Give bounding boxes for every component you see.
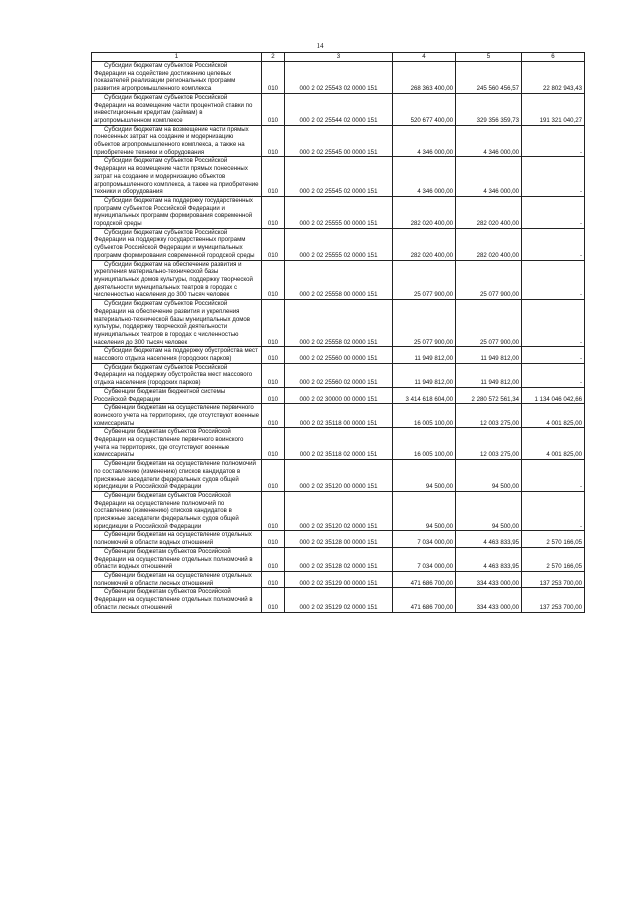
indicator-name: Субсидии бюджетам субъектов Российской Федерации на возмещение части прямых понесенных затрат на создание и модернизацию объектов агропромышленного комплекса, а также на приобретение техники и оборудования [92, 157, 262, 197]
line-code: 010 [262, 404, 285, 428]
line-code: 010 [262, 491, 285, 531]
approved-amount: 4 346 000,00 [393, 157, 456, 197]
table-row [92, 62, 585, 94]
table-row [92, 347, 585, 363]
indicator-name: Субсидии бюджетам на поддержку государственных программ субъектов Российской Федерации и муниципальных программ формирования современной городской среды [92, 196, 262, 228]
table-row [92, 300, 585, 347]
table-row [92, 125, 585, 157]
approved-amount: 11 949 812,00 [393, 347, 456, 363]
budget-execution-table [91, 52, 585, 613]
unexecuted-amount: - [522, 491, 585, 531]
budget-classification-code: 000 2 02 25544 02 0000 151 [285, 93, 393, 125]
unexecuted-amount: - [522, 228, 585, 260]
budget-classification-code: 000 2 02 35120 00 0000 151 [285, 460, 393, 492]
indicator-name: Субсидии бюджетам субъектов Российской Федерации на поддержку государственных программ субъектов Российской Федерации и муниципальных программ формирования современной городской среды [92, 228, 262, 260]
indicator-name: Субсидии бюджетам субъектов Российской Федерации на обеспечение развития и укрепления материально-технической базы муниципальных домов культуры, поддержку творческой деятельности муниципальных театров в городах с численностью населения до 300 тысяч человек [92, 300, 262, 347]
budget-classification-code: 000 2 02 35128 00 0000 151 [285, 531, 393, 547]
budget-classification-code: 000 2 02 25555 02 0000 151 [285, 228, 393, 260]
approved-amount: 282 020 400,00 [393, 196, 456, 228]
executed-amount: 25 077 900,00 [456, 260, 522, 300]
executed-amount: 94 500,00 [456, 491, 522, 531]
approved-amount: 520 677 400,00 [393, 93, 456, 125]
line-code: 010 [262, 93, 285, 125]
table-row [92, 547, 585, 571]
budget-classification-code: 000 2 02 25543 02 0000 151 [285, 62, 393, 94]
budget-classification-code: 000 2 02 35129 00 0000 151 [285, 572, 393, 588]
table-row [92, 491, 585, 531]
indicator-name: Субсидии бюджетам субъектов Российской Федерации на возмещение части процентной ставки по инвестиционным кредитам (займам) в агропромышленном комплексе [92, 93, 262, 125]
unexecuted-amount: - [522, 363, 585, 387]
unexecuted-amount: 4 001 825,00 [522, 428, 585, 460]
indicator-name: Субвенции бюджетам бюджетной системы Российской Федерации [92, 387, 262, 403]
table-row [92, 531, 585, 547]
line-code: 010 [262, 531, 285, 547]
approved-amount: 11 949 812,00 [393, 363, 456, 387]
unexecuted-amount: 137 253 700,00 [522, 572, 585, 588]
table-row [92, 363, 585, 387]
approved-amount: 94 500,00 [393, 460, 456, 492]
budget-classification-code: 000 2 02 25560 00 0000 151 [285, 347, 393, 363]
indicator-name: Субсидии бюджетам на обеспечение развития и укрепления материально-технической базы муниципальных домов культуры, поддержку творческой деятельности муниципальных театров в городах с численностью населения до 300 тысяч человек [92, 260, 262, 300]
indicator-name: Субвенции бюджетам субъектов Российской Федерации на осуществление отдельных полномочий в области водных отношений [92, 547, 262, 571]
unexecuted-amount: - [522, 260, 585, 300]
indicator-name: Субвенции бюджетам субъектов Российской Федерации на осуществление отдельных полномочий в области лесных отношений [92, 588, 262, 612]
budget-classification-code: 000 2 02 35118 00 0000 151 [285, 404, 393, 428]
line-code: 010 [262, 347, 285, 363]
unexecuted-amount: - [522, 196, 585, 228]
executed-amount: 334 433 000,00 [456, 572, 522, 588]
budget-classification-code: 000 2 02 35120 02 0000 151 [285, 491, 393, 531]
table-row [92, 196, 585, 228]
executed-amount: 12 003 275,00 [456, 404, 522, 428]
line-code: 010 [262, 300, 285, 347]
approved-amount: 7 034 000,00 [393, 531, 456, 547]
line-code: 010 [262, 588, 285, 612]
budget-classification-code: 000 2 02 35118 02 0000 151 [285, 428, 393, 460]
executed-amount: 329 356 359,73 [456, 93, 522, 125]
line-code: 010 [262, 428, 285, 460]
unexecuted-amount: 1 134 046 042,66 [522, 387, 585, 403]
table-row [92, 260, 585, 300]
column-header: 4 [393, 53, 456, 62]
unexecuted-amount: 137 253 700,00 [522, 588, 585, 612]
table-row [92, 404, 585, 428]
page-number: 14 [316, 42, 324, 50]
table-row [92, 428, 585, 460]
indicator-name: Субвенции бюджетам на осуществление первичного воинского учета на территориях, где отсутствуют военные комиссариаты [92, 404, 262, 428]
table-row [92, 157, 585, 197]
table-body [92, 62, 585, 613]
executed-amount: 282 020 400,00 [456, 228, 522, 260]
budget-classification-code: 000 2 02 25545 02 0000 151 [285, 157, 393, 197]
line-code: 010 [262, 228, 285, 260]
indicator-name: Субвенции бюджетам на осуществление отдельных полномочий в области водных отношений [92, 531, 262, 547]
budget-classification-code: 000 2 02 25558 02 0000 151 [285, 300, 393, 347]
approved-amount: 282 020 400,00 [393, 228, 456, 260]
executed-amount: 4 346 000,00 [456, 157, 522, 197]
approved-amount: 25 077 900,00 [393, 260, 456, 300]
unexecuted-amount: 22 802 943,43 [522, 62, 585, 94]
approved-amount: 16 005 100,00 [393, 428, 456, 460]
indicator-name: Субсидии бюджетам на поддержку обустройства мест массового отдыха населения (городских парков) [92, 347, 262, 363]
column-numbers-row [92, 53, 585, 62]
line-code: 010 [262, 125, 285, 157]
line-code: 010 [262, 460, 285, 492]
approved-amount: 25 077 900,00 [393, 300, 456, 347]
indicator-name: Субвенции бюджетам субъектов Российской Федерации на осуществление полномочий по составлению (изменению) списков кандидатов в присяжные заседатели федеральных судов общей юрисдикции в Российской Федерации [92, 491, 262, 531]
line-code: 010 [262, 363, 285, 387]
executed-amount: 4 463 833,95 [456, 547, 522, 571]
table-row [92, 228, 585, 260]
line-code: 010 [262, 547, 285, 571]
executed-amount: 11 949 812,00 [456, 363, 522, 387]
budget-classification-code: 000 2 02 25555 00 0000 151 [285, 196, 393, 228]
executed-amount: 11 949 812,00 [456, 347, 522, 363]
budget-classification-code: 000 2 02 25545 00 0000 151 [285, 125, 393, 157]
budget-classification-code: 000 2 02 25560 02 0000 151 [285, 363, 393, 387]
approved-amount: 3 414 618 604,00 [393, 387, 456, 403]
executed-amount: 2 280 572 561,34 [456, 387, 522, 403]
indicator-name: Субвенции бюджетам на осуществление отдельных полномочий в области лесных отношений [92, 572, 262, 588]
executed-amount: 4 463 833,95 [456, 531, 522, 547]
indicator-name: Субсидии бюджетам на возмещение части прямых понесенных затрат на создание и модернизацию объектов агропромышленного комплекса, а также на приобретение техники и оборудования [92, 125, 262, 157]
column-header: 1 [92, 53, 262, 62]
approved-amount: 7 034 000,00 [393, 547, 456, 571]
executed-amount: 4 346 000,00 [456, 125, 522, 157]
line-code: 010 [262, 387, 285, 403]
column-header: 5 [456, 53, 522, 62]
line-code: 010 [262, 157, 285, 197]
indicator-name: Субвенции бюджетам на осуществление полномочий по составлению (изменению) списков кандидатов в присяжные заседатели федеральных судов общей юрисдикции в Российской Федерации [92, 460, 262, 492]
unexecuted-amount: 4 001 825,00 [522, 404, 585, 428]
unexecuted-amount: - [522, 300, 585, 347]
approved-amount: 94 500,00 [393, 491, 456, 531]
table-row [92, 588, 585, 612]
table-row [92, 460, 585, 492]
table-row [92, 572, 585, 588]
indicator-name: Субсидии бюджетам субъектов Российской Федерации на содействие достижению целевых показателей реализации региональных программ развития агропромышленного комплекса [92, 62, 262, 94]
unexecuted-amount: 2 570 166,05 [522, 531, 585, 547]
column-header: 6 [522, 53, 585, 62]
unexecuted-amount: - [522, 125, 585, 157]
budget-classification-code: 000 2 02 25558 00 0000 151 [285, 260, 393, 300]
column-header: 2 [262, 53, 285, 62]
budget-classification-code: 000 2 02 35128 02 0000 151 [285, 547, 393, 571]
approved-amount: 471 686 700,00 [393, 588, 456, 612]
table-row [92, 387, 585, 403]
line-code: 010 [262, 572, 285, 588]
unexecuted-amount: - [522, 347, 585, 363]
unexecuted-amount: 2 570 166,05 [522, 547, 585, 571]
indicator-name: Субсидии бюджетам субъектов Российской Федерации на поддержку обустройства мест массового отдыха населения (городских парков) [92, 363, 262, 387]
line-code: 010 [262, 62, 285, 94]
executed-amount: 282 020 400,00 [456, 196, 522, 228]
approved-amount: 4 346 000,00 [393, 125, 456, 157]
column-header: 3 [285, 53, 393, 62]
executed-amount: 12 003 275,00 [456, 428, 522, 460]
indicator-name: Субвенции бюджетам субъектов Российской Федерации на осуществление первичного воинского учета на территориях, где отсутствуют военные комиссариаты [92, 428, 262, 460]
budget-classification-code: 000 2 02 30000 00 0000 151 [285, 387, 393, 403]
executed-amount: 94 500,00 [456, 460, 522, 492]
table-row [92, 93, 585, 125]
line-code: 010 [262, 260, 285, 300]
approved-amount: 268 363 400,00 [393, 62, 456, 94]
line-code: 010 [262, 196, 285, 228]
unexecuted-amount: 191 321 040,27 [522, 93, 585, 125]
budget-classification-code: 000 2 02 35129 02 0000 151 [285, 588, 393, 612]
approved-amount: 471 686 700,00 [393, 572, 456, 588]
unexecuted-amount: - [522, 460, 585, 492]
executed-amount: 25 077 900,00 [456, 300, 522, 347]
table-header [92, 53, 585, 62]
approved-amount: 16 005 100,00 [393, 404, 456, 428]
executed-amount: 334 433 000,00 [456, 588, 522, 612]
executed-amount: 245 560 456,57 [456, 62, 522, 94]
unexecuted-amount: - [522, 157, 585, 197]
